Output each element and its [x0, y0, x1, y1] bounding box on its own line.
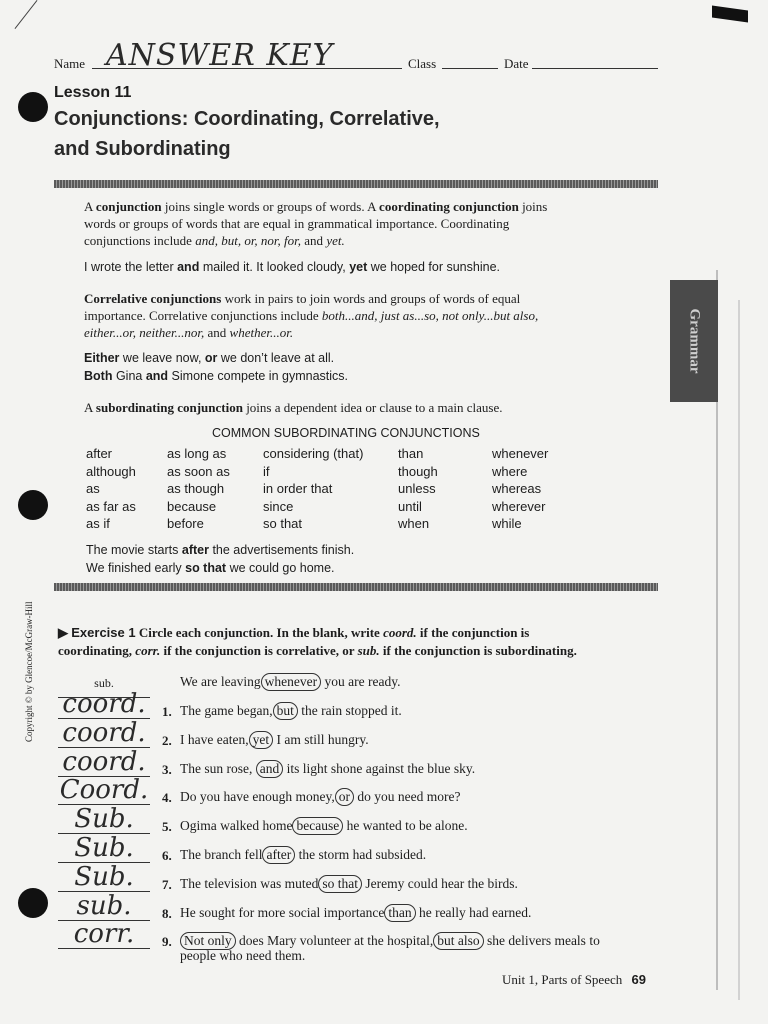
conjunction-entry: whenever	[492, 446, 549, 461]
p1-line1: A conjunction joins single words or groups of words. A coordinating conjunction joins	[84, 199, 548, 214]
sentence: Ogima walked home because he wanted to be alone.	[180, 818, 468, 834]
item-number: 8.	[162, 905, 172, 921]
conjunction-entry: as though	[167, 481, 225, 496]
sentence: He sought for more social importance than he really had earned.	[180, 904, 532, 920]
sentence: The television was muted so that Jeremy could hear the birds.	[180, 875, 518, 891]
answer-blank[interactable]: coord.	[58, 719, 150, 748]
conjunction-entry: after	[86, 446, 113, 461]
answer-blank[interactable]: Coord.	[59, 775, 149, 806]
example-2a: Either we leave now, or we don’t leave at all.	[84, 351, 335, 365]
p2-line3: either...or, neither...nor, and whether...or.	[84, 325, 294, 340]
name-row	[54, 38, 664, 78]
circled-conjunction: so that	[318, 875, 362, 893]
p1-line2: words or groups of words that are equal in grammatical importance. Coordinating	[84, 216, 510, 231]
bottom-rule	[54, 583, 658, 591]
top-rule	[54, 180, 658, 188]
answer-blank[interactable]: Sub.	[58, 863, 150, 892]
conjunction-entry: if	[263, 463, 270, 479]
conjunction-entry: as	[86, 481, 100, 496]
lesson-title-2: and Subordinating	[54, 138, 231, 160]
answer-blank[interactable]: sub.	[58, 669, 150, 698]
example-3a: The movie starts after the advertisements finish.	[86, 543, 355, 557]
class-field[interactable]	[442, 68, 498, 69]
conjunction-entry: when	[398, 516, 430, 531]
sentence: The game began, but the rain stopped it.	[180, 703, 402, 718]
p2-line1: Correlative conjunctions work in pairs to join words and groups of words of equal	[84, 291, 521, 306]
conjunction-entry: although	[86, 463, 136, 479]
conjunction-entry: as long as	[167, 446, 227, 461]
name-label: Name	[54, 56, 86, 71]
corner-mark	[712, 5, 748, 22]
exercise-arrow-icon: ▶	[58, 625, 68, 640]
answer-blank[interactable]: coord.	[58, 748, 150, 777]
page-number: 69	[631, 972, 646, 987]
exercise-item	[58, 919, 658, 964]
punch-hole	[18, 92, 48, 122]
circled-conjunction: and	[256, 760, 284, 778]
item-number: 4.	[162, 790, 172, 806]
punch-hole	[18, 888, 48, 918]
answer-blank[interactable]: corr.	[58, 920, 150, 949]
p3-line1: A subordinating conjunction joins a dependent idea or clause to a main clause.	[84, 400, 503, 415]
punch-hole	[18, 490, 48, 520]
lesson-number: Lesson 11	[54, 84, 132, 101]
unit-label: Unit 1, Parts of Speech	[502, 972, 623, 987]
conjunction-entry: as if	[86, 516, 110, 531]
answer-blank[interactable]: Sub.	[58, 834, 150, 863]
table-col-3	[263, 445, 363, 533]
conjunction-entry: as far as	[86, 498, 136, 514]
date-field[interactable]	[532, 68, 658, 69]
item-number: 7.	[162, 876, 172, 892]
conjunction-entry: than	[398, 446, 424, 461]
circled-conjunction: because	[292, 817, 343, 835]
conjunction-entry: while	[492, 516, 522, 531]
sentence: Not only does Mary volunteer at the hospital, but also she delivers meals to	[180, 932, 600, 950]
circled-conjunction: Not only	[180, 932, 236, 950]
exercise-instructions-1: ▶ Exercise 1 Circle each conjunction. In the blank, write coord. if the conjunction is	[58, 625, 530, 640]
sentence: We are leaving whenever you are ready.	[180, 674, 401, 689]
table-col-5	[492, 445, 548, 533]
conjunction-entry: though	[398, 463, 438, 479]
sentence: The sun rose, and its light shone against the blue sky.	[180, 760, 476, 776]
answer-blank[interactable]: Sub.	[58, 805, 150, 834]
name-value: ANSWER KEY	[106, 38, 334, 73]
example-1: I wrote the letter and mailed it. It looked cloudy, yet we hoped for sunshine.	[84, 260, 500, 274]
sentence: I have eaten, yet I am still hungry.	[180, 731, 369, 747]
sentence-continued: people who need them.	[180, 948, 306, 964]
item-number: 6.	[162, 848, 172, 863]
p2-line2: importance. Correlative conjunctions include both...and, just as...so, not only...but also,	[84, 308, 539, 323]
sentence: Do you have enough money, or do you need more?	[180, 789, 461, 805]
grammar-tab: Grammar	[670, 280, 718, 402]
circled-conjunction: than	[384, 904, 415, 922]
item-number: 2.	[162, 732, 172, 748]
exercise-label: Exercise 1	[71, 625, 136, 640]
table-col-1	[86, 445, 136, 533]
footer	[502, 972, 646, 988]
answer-blank[interactable]: coord.	[58, 690, 150, 719]
item-number: 3.	[162, 761, 172, 777]
item-number: 5.	[162, 819, 172, 835]
p1-line3: conjunctions include and, but, or, nor, for, and yet.	[84, 233, 345, 248]
example-3b: We finished early so that we could go home.	[86, 561, 335, 575]
conjunction-entry: where	[492, 463, 528, 479]
conjunction-entry: unless	[398, 481, 436, 496]
circled-conjunction: whenever	[261, 673, 321, 691]
lesson-title-1: Conjunctions: Coordinating, Correlative,	[54, 108, 440, 130]
conjunction-entry: wherever	[492, 498, 546, 514]
table-col-4	[398, 445, 438, 533]
date-label: Date	[504, 56, 529, 71]
circled-conjunction: yet	[249, 731, 274, 749]
conjunction-entry: considering (that)	[263, 446, 364, 461]
circled-conjunction: but also	[433, 932, 483, 950]
conjunction-entry: whereas	[492, 481, 542, 496]
pen-mark	[15, 0, 38, 29]
circled-conjunction: but	[273, 702, 298, 720]
circled-conjunction: or	[335, 788, 354, 806]
conjunction-entry: because	[167, 498, 217, 514]
conjunction-entry: as soon as	[167, 463, 230, 479]
conjunction-entry: in order that	[263, 481, 333, 496]
conjunction-entry: before	[167, 516, 204, 531]
example-2b: Both Gina and Simone compete in gymnastics.	[84, 369, 349, 383]
item-number: 9.	[162, 934, 172, 950]
item-number: 1.	[162, 704, 172, 719]
edge-shadow	[738, 300, 740, 1000]
circled-conjunction: after	[262, 846, 295, 864]
conjunction-entry: so that	[263, 516, 303, 531]
conjunction-entry: since	[263, 498, 294, 514]
sentence: The branch fell after the storm had subsided.	[180, 847, 427, 862]
exercise-instructions-2: coordinating, corr. if the conjunction is correlative, or sub. if the conjunction is subordinating.	[58, 643, 577, 658]
table-col-2	[167, 445, 230, 533]
class-label: Class	[408, 56, 437, 71]
table-title: COMMON SUBORDINATING CONJUNCTIONS	[212, 426, 480, 440]
answer-blank[interactable]: sub.	[58, 892, 150, 921]
conjunction-entry: until	[398, 498, 422, 514]
copyright: Copyright © by Glencoe/McGraw-Hill	[24, 601, 34, 742]
